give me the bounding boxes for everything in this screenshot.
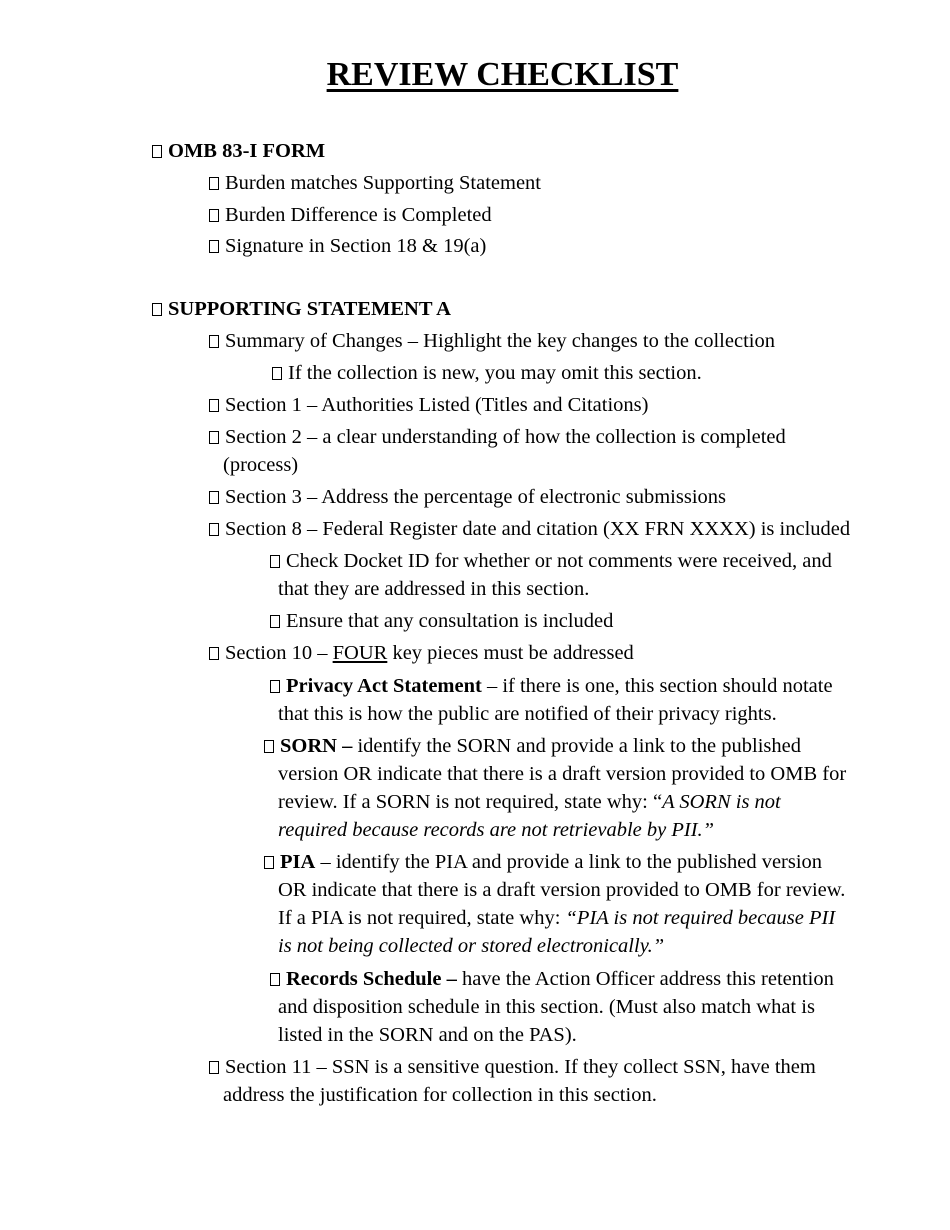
list-item-text: key pieces must be addressed xyxy=(387,642,634,664)
list-item-text: review. If a SORN is not required, state why: “ xyxy=(278,791,663,813)
list-item xyxy=(209,391,648,419)
checkbox[interactable] xyxy=(270,973,280,986)
list-item-text: Summary of Changes – Highlight the key changes to the collection xyxy=(225,330,775,352)
checkbox[interactable] xyxy=(209,177,219,190)
list-item-continuation: and disposition schedule in this section. (Must also match what is xyxy=(278,996,815,1018)
records-schedule-label: Records Schedule – xyxy=(286,968,457,990)
checkbox[interactable] xyxy=(209,431,219,444)
list-item xyxy=(264,732,801,760)
list-item xyxy=(209,232,486,260)
list-item-text: have the Action Officer address this retention xyxy=(456,968,834,990)
sorn-label: SORN – xyxy=(280,735,353,757)
list-item-text: Burden matches Supporting Statement xyxy=(225,172,541,194)
list-item-continuation xyxy=(278,904,835,932)
list-item-continuation: that they are addressed in this section. xyxy=(278,578,590,600)
sorn-quote: required because records are not retrievable by PII.” xyxy=(278,819,715,841)
list-item xyxy=(209,1053,816,1081)
checkbox[interactable] xyxy=(209,399,219,412)
list-item xyxy=(209,169,541,197)
list-item-text: Burden Difference is Completed xyxy=(225,204,492,226)
sorn-quote: A SORN is not xyxy=(662,791,781,813)
checkbox[interactable] xyxy=(152,303,162,316)
list-item-text: Signature in Section 18 & 19(a) xyxy=(225,235,487,257)
checkbox[interactable] xyxy=(270,555,280,568)
list-item xyxy=(209,639,634,667)
list-item-text: Section 1 – Authorities Listed (Titles and Citations) xyxy=(225,394,649,416)
list-item-text: If the collection is new, you may omit this section. xyxy=(288,362,702,384)
pia-quote: “PIA is not required because PII xyxy=(565,907,836,929)
checkbox[interactable] xyxy=(264,856,274,869)
list-item xyxy=(270,547,832,575)
list-item xyxy=(209,483,726,511)
list-item-continuation: that this is how the public are notified of their privacy rights. xyxy=(278,703,777,725)
checkbox[interactable] xyxy=(209,1061,219,1074)
list-item xyxy=(272,359,702,387)
list-item-text: – identify the PIA and provide a link to the published version xyxy=(315,851,823,873)
list-item-continuation: listed in the SORN and on the PAS). xyxy=(278,1024,577,1046)
four-underlined: FOUR xyxy=(332,642,388,664)
list-item-text: Section 11 – SSN is a sensitive question. If they collect SSN, have them xyxy=(225,1056,816,1078)
list-item-text: Section 8 – Federal Register date and citation (XX FRN XXXX) is included xyxy=(225,518,851,540)
checkbox[interactable] xyxy=(264,740,274,753)
checkbox[interactable] xyxy=(152,145,162,158)
checkbox[interactable] xyxy=(270,680,280,693)
list-item xyxy=(264,848,822,876)
ssa-heading-text: SUPPORTING STATEMENT A xyxy=(168,298,451,320)
list-item xyxy=(270,965,834,993)
page-title: REVIEW CHECKLIST xyxy=(326,56,679,93)
list-item-text: Section 2 – a clear understanding of how the collection is completed xyxy=(225,426,786,448)
checkbox[interactable] xyxy=(209,335,219,348)
checkbox[interactable] xyxy=(209,523,219,536)
list-item xyxy=(209,515,850,543)
checkbox[interactable] xyxy=(272,367,282,380)
checkbox[interactable] xyxy=(270,615,280,628)
checkbox[interactable] xyxy=(209,647,219,660)
list-item xyxy=(209,327,775,355)
list-item xyxy=(270,672,833,700)
omb-heading xyxy=(152,137,325,165)
omb-heading-text: OMB 83-I FORM xyxy=(168,140,326,162)
list-item-text: Ensure that any consultation is included xyxy=(286,610,614,632)
pia-label: PIA xyxy=(280,851,316,873)
list-item-continuation: address the justification for collection in this section. xyxy=(223,1084,657,1106)
list-item-text: If a PIA is not required, state why: xyxy=(278,907,566,929)
list-item xyxy=(209,201,492,229)
checkbox[interactable] xyxy=(209,240,219,253)
list-item-continuation xyxy=(278,788,781,816)
ssa-heading xyxy=(152,295,451,323)
privacy-act-label: Privacy Act Statement xyxy=(286,675,482,697)
list-item-text: identify the SORN and provide a link to the published xyxy=(352,735,802,757)
checkbox[interactable] xyxy=(209,491,219,504)
list-item-continuation: (process) xyxy=(223,454,299,476)
list-item-continuation: OR indicate that there is a draft version provided to OMB for review. xyxy=(278,879,846,901)
list-item-text: Section 10 – xyxy=(225,642,333,664)
checkbox[interactable] xyxy=(209,209,219,222)
list-item-text: – if there is one, this section should notate xyxy=(481,675,833,697)
list-item-text: Section 3 – Address the percentage of electronic submissions xyxy=(225,486,726,508)
list-item xyxy=(209,423,786,451)
list-item-continuation: version OR indicate that there is a draft version provided to OMB for xyxy=(278,763,847,785)
pia-quote: is not being collected or stored electronically.” xyxy=(278,935,665,957)
list-item xyxy=(270,607,613,635)
list-item-text: Check Docket ID for whether or not comments were received, and xyxy=(286,550,832,572)
